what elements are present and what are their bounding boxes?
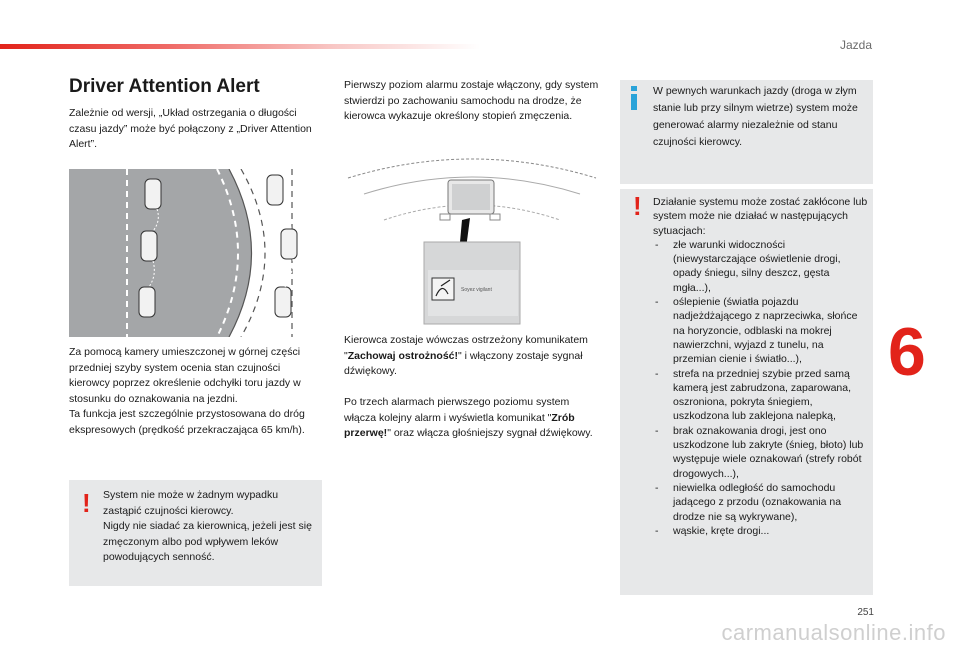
- list-item: - złe warunki widoczności (niewystarczające oświetlenie drogi, opady śniegu, silny deszcz, gęsta mgła...),: [653, 238, 868, 295]
- message-caution: Zachowaj ostrożność!: [347, 349, 458, 362]
- list-item: - wąskie, kręte drogi...: [653, 524, 868, 538]
- limitations-list: [653, 238, 868, 538]
- warning-line: Nigdy nie siadać za kierownicą, jeżeli jest się zmęczonym albo pod wpływem leków powodujących senność.: [103, 520, 312, 563]
- header-accent-bar: [0, 44, 480, 49]
- second-alarm-paragraph: Po trzech alarmach pierwszego poziomu system włącza kolejny alarm i wyświetla komunikat "Zrób przerwę!" oraz włącza głośniejszy sygnał dźwiękowy.: [344, 396, 593, 439]
- dashboard-illustration: [344, 150, 600, 328]
- lane-drift-illustration: [69, 169, 322, 337]
- first-alarm-paragraph: Pierwszy poziom alarmu zostaje włączony, gdy system stwierdzi po zachowaniu samochodu na drodze, że kierowca wykazuje określony stopień zmęczenia.: [344, 79, 599, 122]
- intro-paragraph: Zależnie od wersji, „Układ ostrzegania o długości czasu jazdy” może być połączony z „Driver Attention Alert”.: [69, 107, 312, 150]
- list-item: - oślepienie (światła pojazdu nadjeżdżającego z naprzeciwka, słońce na horyzoncie, odblaski na mokrej nawierzchni, wyjazd z tunelu, na przemian cienie i światło...),: [653, 295, 868, 366]
- watermark: carmanualsonline.info: [721, 620, 946, 645]
- page-number: 251: [857, 607, 874, 618]
- info-icon: [628, 86, 640, 110]
- list-item: - niewielka odległość do samochodu jadącego z przodu (oznakowania na drodze nie są wykrywane),: [653, 481, 868, 524]
- info-box-false-alarms: [620, 80, 873, 184]
- chapter-number: 6: [888, 314, 926, 390]
- warning-text: [103, 488, 315, 566]
- warning-box-driver-responsibility: [69, 480, 322, 586]
- list-item: - strefa na przedniej szybie przed samą kamerą jest zabrudzona, zaparowana, oszroniona, pokryta śniegiem, uszkodzona lub zaklejona nalepką,: [653, 367, 868, 424]
- warning-box-limitations: [620, 189, 873, 595]
- page-title: Driver Attention Alert: [69, 76, 260, 97]
- list-item: - brak oznakowania drogi, jest ono uszkodzone lub zakryte (śnieg, błoto) lub występuje wiele oznakowań (strefy robót drogowych...),: [653, 424, 868, 481]
- notified-paragraph: Kierowca zostaje wówczas ostrzeżony komunikatem "Zachowaj ostrożność!" i włączony zostaje sygnał dźwiękowy.: [344, 334, 588, 377]
- warning-icon: !: [82, 488, 91, 518]
- camera-paragraph: Za pomocą kamery umieszczonej w górnej części przedniej szyby system ocenia stan czujności kierowcy poprzez określenie odchyłki toru jazdy w stosunku do oznakowania na jezdni.: [69, 346, 301, 405]
- warning-icon: !: [633, 191, 642, 221]
- warning-line: System nie może w żadnym wypadku zastąpić czujności kierowcy.: [103, 489, 279, 517]
- section-label: Jazda: [839, 38, 872, 52]
- dashboard-message: Soyez vigilant: [461, 287, 492, 293]
- message-take-break: Zrób przerwę!: [344, 411, 575, 439]
- expressway-paragraph: Ta funkcja jest szczególnie przystosowana do dróg ekspresowych (prędkość przekraczająca 65 km/h).: [69, 408, 305, 436]
- warning-intro: Działanie systemu może zostać zakłócone lub system może nie działać w następujących sytuacjach:: [653, 196, 868, 237]
- info-text: W pewnych warunkach jazdy (droga w złym stanie lub przy silnym wietrze) system może generować alarmy niezależnie od stanu czujności kierowcy.: [653, 85, 858, 148]
- warning-text: [653, 195, 868, 538]
